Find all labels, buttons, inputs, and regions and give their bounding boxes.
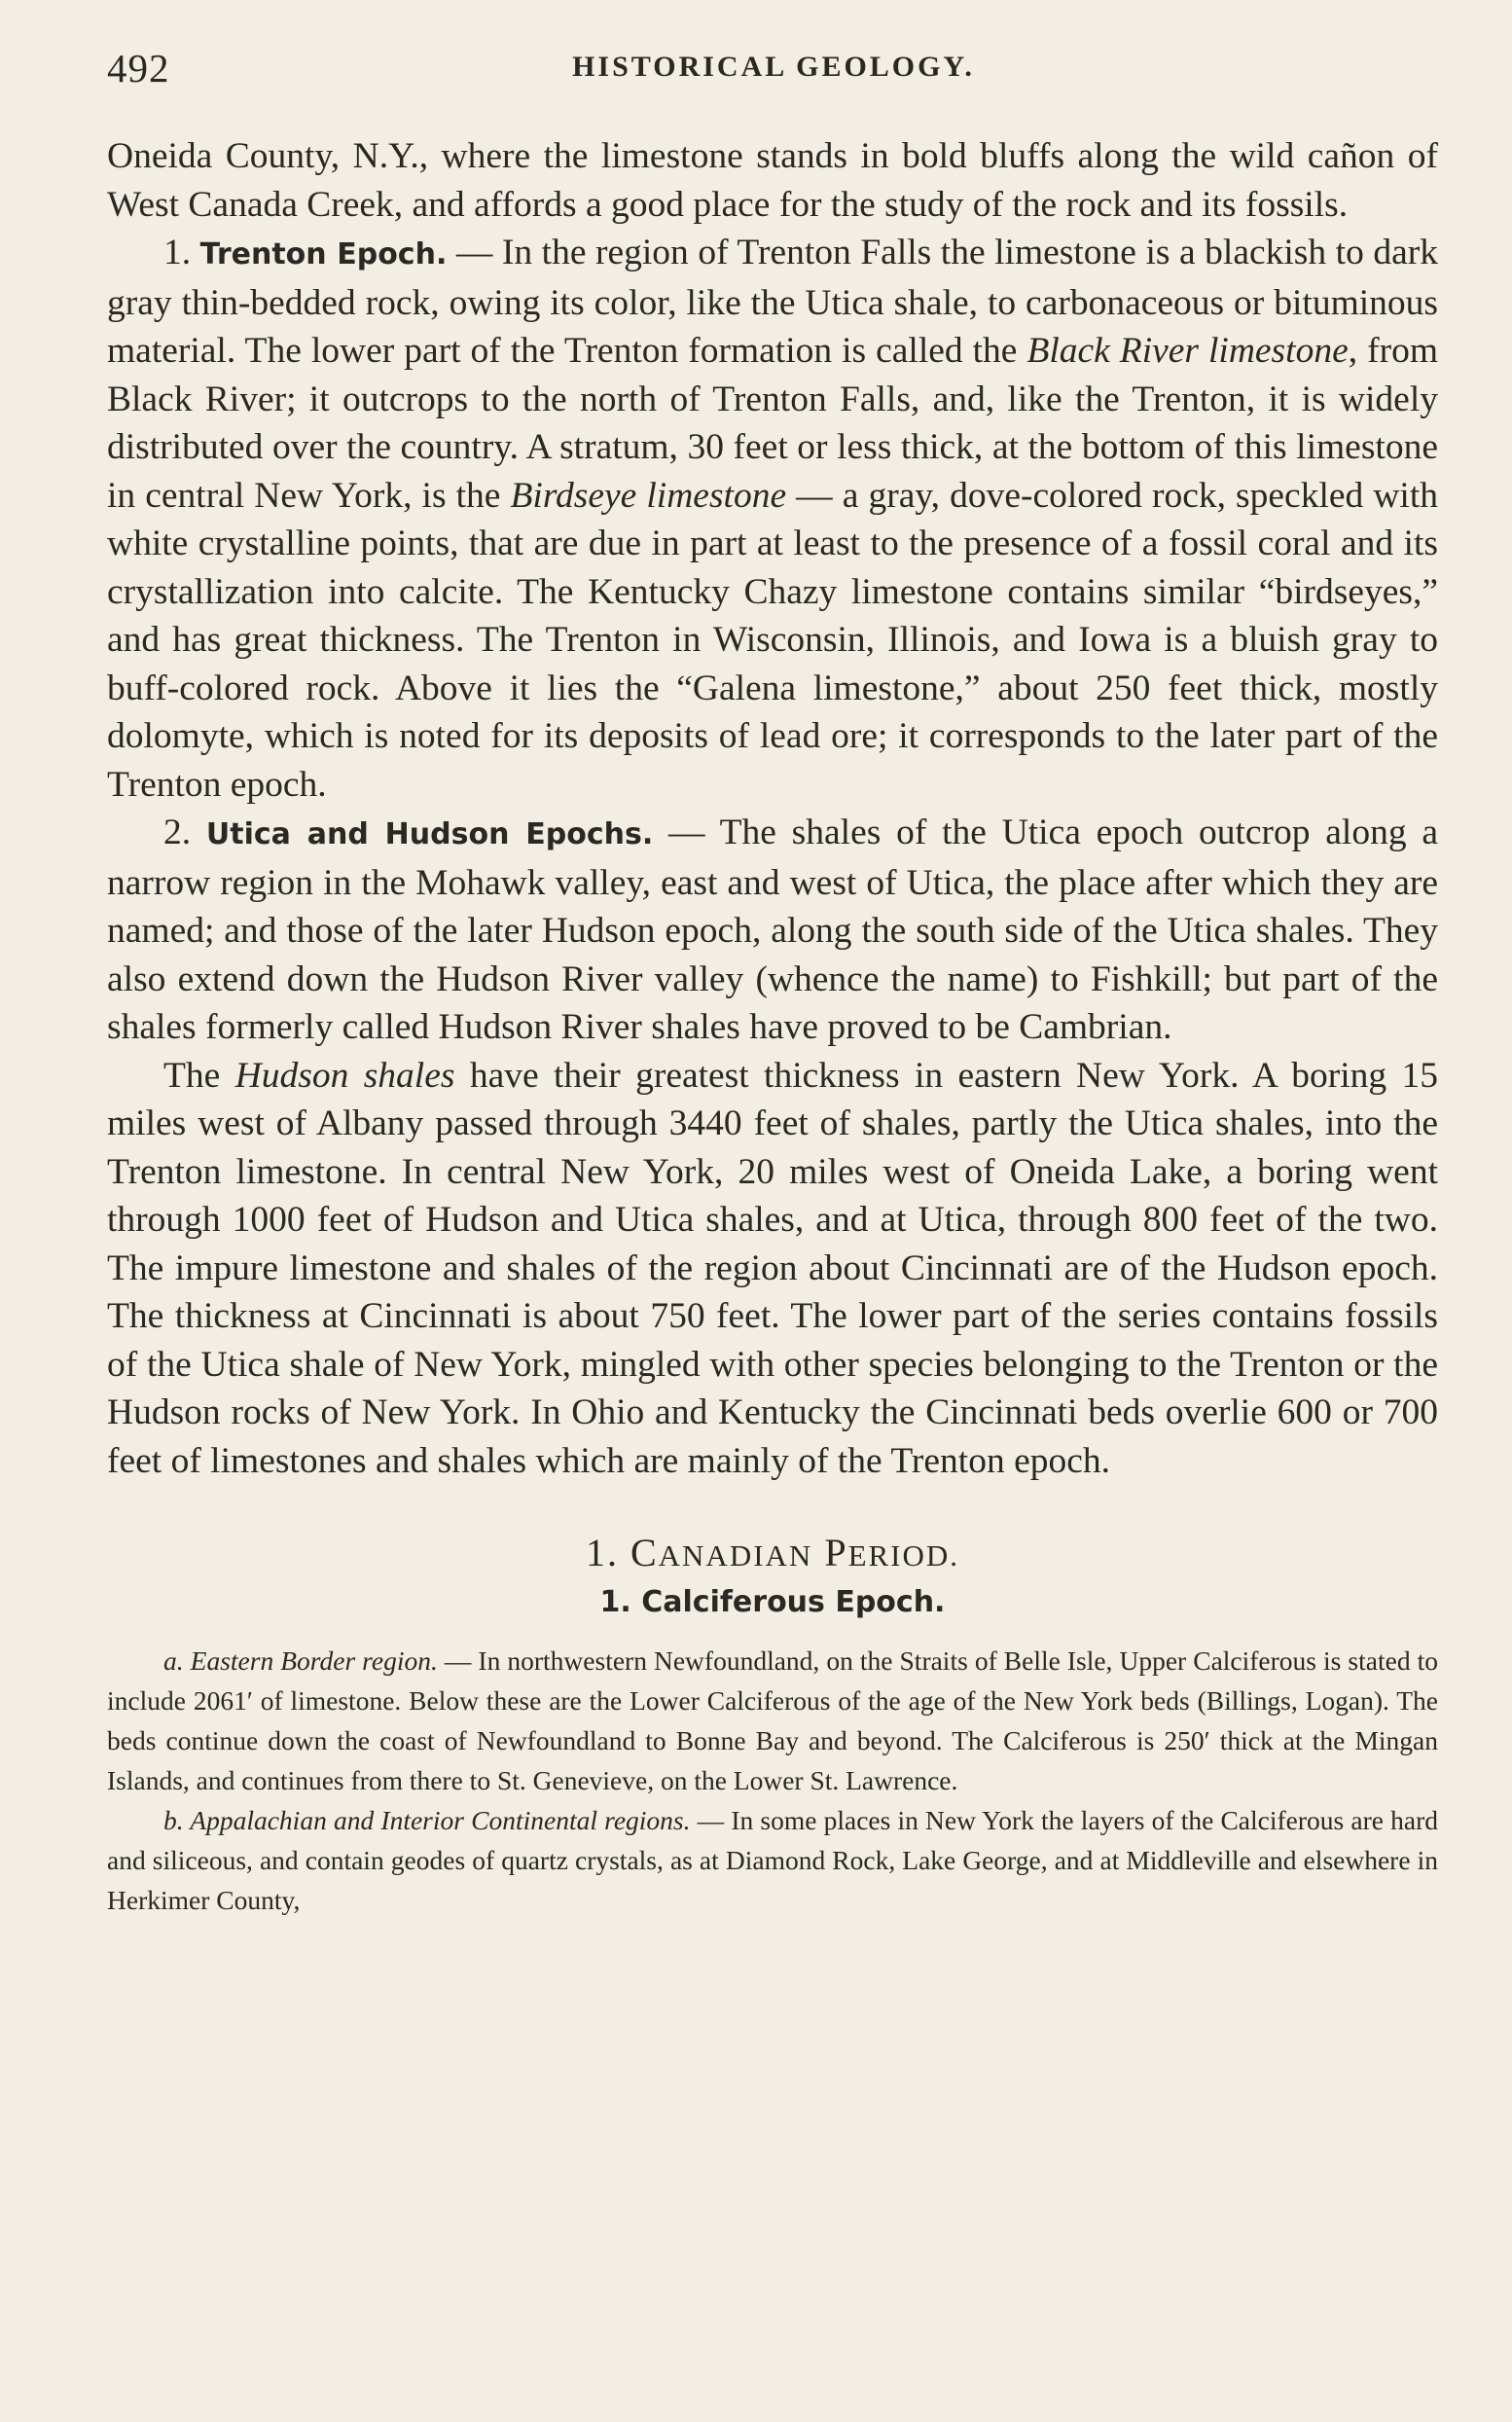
paragraph-text: , from Black River; it outcrops to the north of Trenton Falls, and, like the Trenton, it is widely distributed over the country. A stratum, 30 feet or less thick, at the bottom of this limestone in central New York, is the xyxy=(107,331,1438,516)
subsection-title-calciferous-epoch: 1. Calciferous Epoch. xyxy=(599,1585,946,1619)
paragraph-text: — In the region of Trenton Falls the limestone is a blackish to dark gray thin-bedded rock, owing its color, like the Utica shale, to carbonaceous or bituminous material. The lower part of the Trenton formation is called the xyxy=(107,233,1438,371)
birdseye-limestone-term: Birdseye limestone xyxy=(510,475,787,516)
note-appalachian-interior-regions xyxy=(107,1800,1438,1920)
paragraph-text: The xyxy=(163,1055,235,1096)
paragraph-text: — a gray, dove-colored rock, speckled with white crystalline points, that are due in part at least to the presence of a fossil coral and its crystallization into calcite. The Kentucky Chazy limestone contains similar “birdseyes,” and has great thickness. The Trenton in Wisconsin, Illinois, and Iowa is a bluish gray to buff-colored rock. Above it lies the “Galena limestone,” about 250 feet thick, mostly dolomyte, which is noted for its deposits of lead ore; it corresponds to the later part of the Trenton epoch. xyxy=(107,475,1438,805)
paragraph-text: have their greatest thickness in eastern New York. A boring 15 miles west of Albany passed through 3440 feet of shales, partly the Utica shales, into the Trenton limestone. In central New York, 20 miles west of Oneida Lake, a boring went through 1000 feet of Hudson and Utica shales, and at Utica, through 800 feet of the two. The impure limestone and shales of the region about Cincinnati are of the Hudson epoch. The thickness at Cincinnati is about 750 feet. The lower part of the series contains fossils of the Utica shale of New York, mingled with other species belonging to the Trenton or the Hudson rocks of New York. In Ohio and Kentucky the Cincinnati beds overlie 600 or 700 feet of limestones and shales which are mainly of the Trenton epoch. xyxy=(107,1055,1438,1481)
note-text: — In some places in New York the layers of the Calciferous are hard and siliceous, and contain geodes of quartz crystals, as at Diamond Rock, Lake George, and at Middleville and elsewhere in Herkimer County, xyxy=(107,1805,1438,1915)
hudson-shales-term: Hudson shales xyxy=(234,1055,455,1096)
body-text xyxy=(107,132,1438,1920)
note-text: — In northwestern Newfoundland, on the Straits of Belle Isle, Upper Calciferous is stated to include 2061′ of limestone. Below these are the Lower Calciferous of the age of the New York beds (Billings, Logan). The beds continue down the coast of Newfoundland to Bonne Bay and beyond. The Calciferous is 250′ thick at the Mingan Islands, and continues from there to St. Genevieve, on the Lower St. Lawrence. xyxy=(107,1645,1438,1795)
paragraph-number: 1. xyxy=(163,233,192,272)
running-head: HISTORICAL GEOLOGY. xyxy=(572,51,975,83)
paragraph-continuation: Oneida County, N.Y., where the limestone stands in bold bluffs along the wild cañon of West Canada Creek, and affords a good place for the study of the rock and its fossils. xyxy=(107,136,1438,225)
note-label: a. Eastern Border region. xyxy=(163,1645,438,1676)
note-label: b. Appalachian and Interior Continental regions. xyxy=(163,1805,691,1835)
paragraph-trenton-epoch xyxy=(107,229,1438,809)
page-header xyxy=(107,45,1440,103)
paragraph-hudson-shales xyxy=(107,1052,1438,1486)
paragraph-number: 2. xyxy=(163,813,192,852)
black-river-limestone-term: Black River limestone xyxy=(1026,331,1349,371)
utica-hudson-heading: Utica and Hudson Epochs. xyxy=(205,817,654,851)
trenton-epoch-heading: Trenton Epoch. xyxy=(199,237,448,271)
note-eastern-border-region xyxy=(107,1641,1438,1800)
section-title-canadian-period: 1. CANADIAN PERIOD. xyxy=(585,1531,960,1574)
page-number: 492 xyxy=(107,46,170,90)
paragraph-utica-hudson-epochs xyxy=(107,809,1438,1052)
paragraph-text: — The shales of the Utica epoch outcrop along a narrow region in the Mohawk valley, east and west of Utica, the place after which they are named; and those of the later Hudson epoch, along the south side of the Utica shales. They also extend down the Hudson River valley (whence the name) to Fishkill; but part of the shales formerly called Hudson River shales have proved to be Cambrian. xyxy=(107,813,1439,1047)
